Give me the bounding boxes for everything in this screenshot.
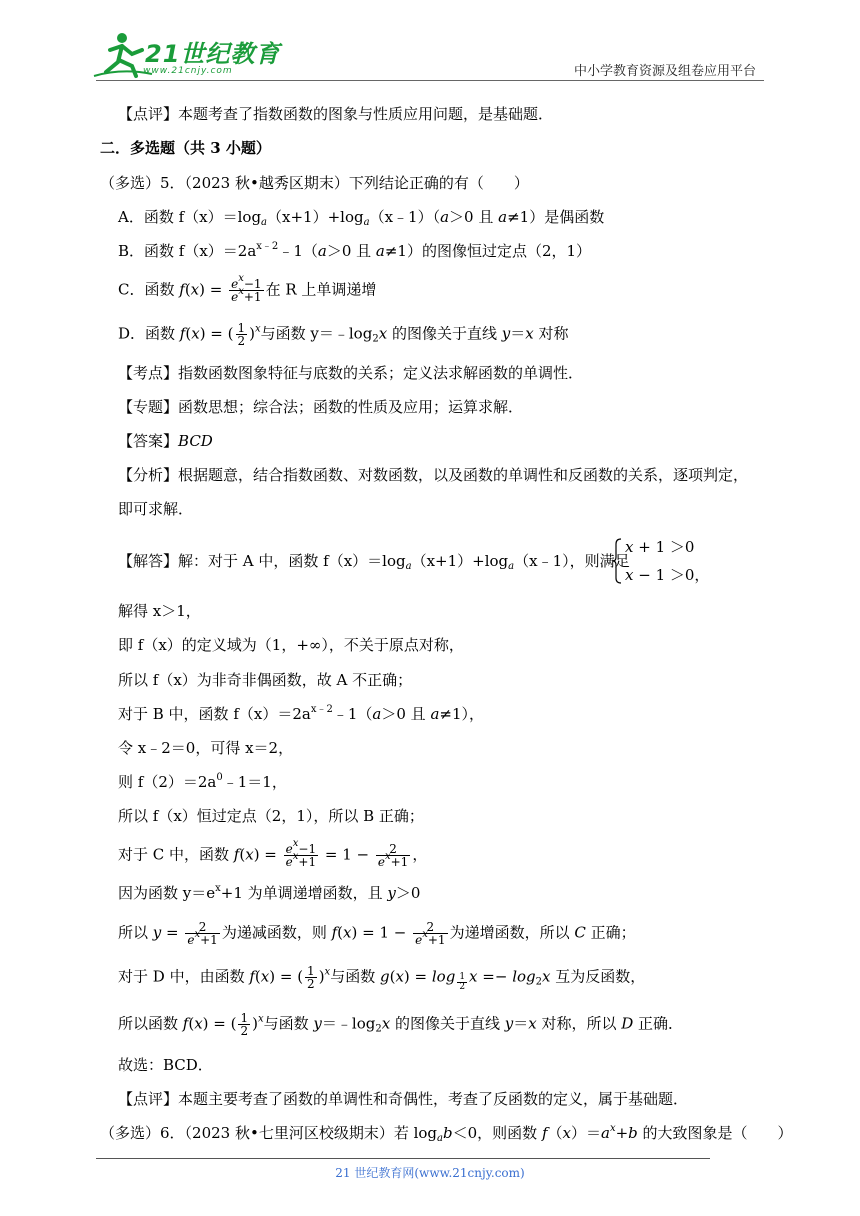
q5-sol-14: 所以函数 f(x) = ( $\frac{1}{2}$ )$^x$与函数 $y=﹣\log_2x$ 的图像关于直线 y＝x 对称，所以 D 正确． — [118, 1011, 684, 1038]
section-title: 二．多选题（共 3 小题） — [100, 139, 271, 157]
q5-sol-6: 对于 B 中，函数 $f(x)=2a^{x﹣2}﹣1(a>0$ 且 a≠1）， — [118, 704, 485, 723]
q6-stem: （多选）6．（2023 秋•七里河区校级期末）若 $\log_ab<0$，则函数 $f(x)=a^x+b$ 的大致图象是（ ） — [100, 1123, 793, 1144]
header-platform-text: 中小学教育资源及组卷应用平台 — [573, 64, 756, 79]
q5-sol-15: 故选：BCD． — [118, 1056, 213, 1074]
logo-url: www.21cnjy.com — [143, 66, 233, 76]
q5-kaodian: 【考点】指数函数图象特征与底数的关系；定义法求解函数的单调性． — [118, 364, 584, 382]
q5-fenxi-line2: 即可求解． — [118, 500, 194, 518]
comment-prev: 【点评】本题考查了指数函数的图象与性质应用问题，是基础题． — [118, 105, 554, 123]
q5-jieda-line1: 【解答】解：对于 A 中，函数 $f(x)=\log_a(x+1)+\log_a(x﹣1)$，则满足 — [118, 552, 630, 572]
q5-stem: （多选）5．（2023 秋•越秀区期末）下列结论正确的有（ ） — [100, 174, 529, 192]
footer-divider — [96, 1158, 710, 1159]
q5-answer: 【答案】BCD — [118, 432, 213, 450]
q5-sol-3: 解得 x＞1， — [118, 602, 201, 620]
q5-sol-5: 所以 f（x）为非奇非偶函数，故 A 不正确； — [118, 671, 413, 689]
brace-icon — [612, 538, 622, 584]
q5-option-a: A．函数 $f(x)=\log_a(x+1)+\log_a(x﹣1)(a>0$ 且 a≠1）是偶函数 — [118, 208, 605, 228]
header-divider — [96, 80, 764, 81]
q5-option-b: B．函数 $f(x)=2a^{x﹣2}﹣1(a>0$ 且 a≠1）的图像恒过定点（2，1） — [118, 241, 592, 260]
q5-option-d: D．函数 f(x) = ( $\frac{1}{2}$ )$^x$与函数 $y=﹣\log_2x$ 的图像关于直线 y＝x 对称 — [118, 321, 569, 348]
q5-sol-11: 因为函数 $y=e^x+1$ 为单调递增函数，且 y＞0 — [118, 883, 421, 902]
q5-sol-9: 所以 f（x）恒过定点（2，1），所以 B 正确； — [118, 807, 424, 825]
system-eq1: x + 1 ＞0 — [625, 538, 695, 556]
q5-sol-8: 则 $f(2)=2a^0﹣1=1$， — [118, 772, 287, 791]
q5-sol-12: 所以 y = $\frac{2}{e^x+1}$ 为递减函数，则 f(x) = 1 − $\frac{2}{e^x+1}$ 为递增函数，所以 C 正确； — [118, 920, 636, 947]
q5-zhuanti: 【专题】函数思想；综合法；函数的性质及应用；运算求解． — [118, 398, 524, 416]
q5-fenxi-line1: 【分析】根据题意，结合指数函数、对数函数，以及函数的单调性和反函数的关系，逐项判定， — [118, 466, 749, 484]
q5-dianping: 【点评】本题主要考查了函数的单调性和奇偶性，考查了反函数的定义，属于基础题． — [118, 1090, 689, 1108]
q5-sol-4: 即 f（x）的定义域为（1，+∞），不关于原点对称， — [118, 636, 464, 654]
q5-option-c: C．函数 f(x) = $\frac{e^x-1}{e^x+1}$ 在 R 上单调递增 — [118, 273, 377, 304]
system-eq2: x − 1 ＞0， — [625, 566, 710, 584]
footer-text: 21 世纪教育网(www.21cnjy.com) — [335, 1166, 525, 1180]
logo-text: 21世纪教育 — [145, 40, 281, 68]
q5-sol-10: 对于 C 中，函数 f(x) = $\frac{e^x-1}{e^x+1}$ = 1 − $\frac{2}{e^x+1}$ ， — [118, 838, 428, 869]
q5-sol-13: 对于 D 中，由函数 f(x) = ( $\frac{1}{2}$ )$^x$与函数 g(x) = log $_{\frac{1}{2}}$ $x =- \log_2x$ 互为反函数， — [118, 964, 646, 992]
q5-sol-7: 令 x﹣2＝0，可得 x＝2， — [118, 739, 294, 757]
